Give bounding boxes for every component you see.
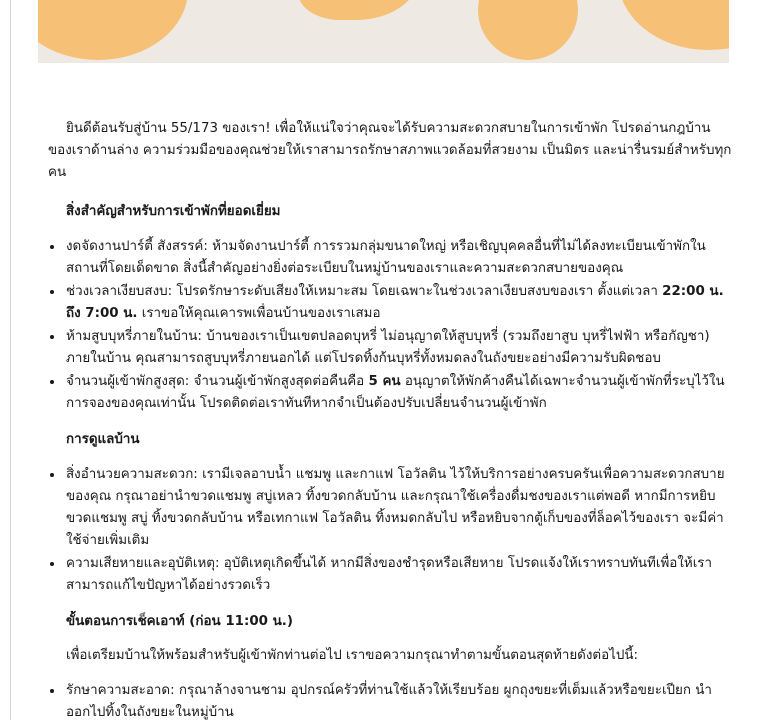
list-item-text: เราขอให้คุณเคารพเพื่อนบ้านของเราเสมอ xyxy=(137,306,381,321)
header-banner xyxy=(38,0,729,63)
list-item-text: อนุญาตให้พักค้างคืนได้เฉพาะจำนวนผู้เข้าพักที่ระบุไว้ในการจองของคุณเท่านั้น โปรดติดต่อเราทันทีหากจำเป็นต้องปรับเปลี่ยนจำนวนผู้เข้าพัก xyxy=(66,374,725,411)
decorative-blob xyxy=(38,0,188,60)
checkout-intro: เพื่อเตรียมบ้านให้พร้อมสำหรับผู้เข้าพักท่านต่อไป เราขอความกรุณาทำตามขั้นตอนสุดท้ายดังต่อไปนี้: xyxy=(66,648,639,663)
list-item: • งดจัดงานปาร์ตี้ สังสรรค์: ห้ามจัดงานปาร์ตี้ การรวมกลุ่มขนาดใหญ่ หรือเชิญบุคคลอื่นที่ไม่ได้ลงทะเบียนเข้าพักในสถานที่โดยเด็ดขาด สิ่งนี้สำคัญอย่างยิ่งต่อระเบียบในหมู่บ้านของเราและความสะดวกสบายของคุณ xyxy=(64,235,734,280)
housekeeping-list xyxy=(48,463,734,597)
quiet-hours-bold: 22:00 น. ถึง 7:00 น. xyxy=(66,284,724,321)
list-item: • สิ่งอำนวยความสะดวก: เรามีเจลอาบน้ำ แชมพู และกาแฟ โอวัลติน ไว้ให้บริการอย่างครบครันเพื่อความสะดวกสบายของคุณ กรุณาอย่านำขวดแชมพู สบู่เหลว ทิ้งขวดกลับบ้าน และกรุณาใช้เครื่องดื่มชงของเราแต่พอดี หากมีการหยิบขวดแชมพู สบู่ ทิ้งขวดกลับบ้าน หรือเทกาแฟ โอวัลติน ทิ้งหมดกลับไป หรือหยิบจากตู้เก็บของที่ล็อคไว้ของเรา จะมีค่าใช้จ่ายเพิ่มเติม xyxy=(64,463,734,552)
section-heading-checkout: ขั้นตอนการเช็คเอาท์ (ก่อน 11:00 น.) xyxy=(66,614,293,629)
intro-paragraph: ยินดีต้อนรับสู่บ้าน 55/173 ของเรา! เพื่อให้แน่ใจว่าคุณจะได้รับความสะดวกสบายในการเข้าพัก โปรดอ่านกฎบ้านของเราด้านล่าง ความร่วมมือของคุณช่วยให้เราสามารถรักษาสภาพแวดล้อมที่สวยงาม เป็นมิตร และน่ารื่นรมย์สำหรับทุกคน xyxy=(48,121,732,180)
list-item xyxy=(64,280,734,325)
essentials-list xyxy=(48,235,734,415)
page-edge xyxy=(10,0,11,720)
list-item-text: ช่วงเวลาเงียบสงบ: โปรดรักษาระดับเสียงให้เหมาะสม โดยเฉพาะในช่วงเวลาเงียบสงบของเรา ตั้งแต่เวลา xyxy=(66,284,663,299)
list-item xyxy=(64,370,734,415)
house-rules-document xyxy=(48,118,734,724)
decorative-blob xyxy=(478,0,578,60)
decorative-blob xyxy=(298,0,418,20)
list-item-text: จำนวนผู้เข้าพักสูงสุด: จำนวนผู้เข้าพักสูงสุดต่อคืนคือ xyxy=(66,374,369,389)
list-item: • รักษาความสะอาด: กรุณาล้างจานชาม อุปกรณ์ครัวที่ท่านใช้แล้วให้เรียบร้อย ผูกถุงขยะที่เต็มแล้วหรือขยะเปียก นำออกไปทิ้งในถังขยะในหมู่บ้าน xyxy=(64,679,734,724)
checkout-list xyxy=(48,679,734,724)
list-item: • ความเสียหายและอุบัติเหตุ: อุบัติเหตุเกิดขึ้นได้ หากมีสิ่งของชำรุดหรือเสียหาย โปรดแจ้งให้เราทราบทันทีเพื่อให้เราสามารถแก้ไขปัญหาได้อย่างรวดเร็ว xyxy=(64,552,734,597)
section-heading-housekeeping: การดูแลบ้าน xyxy=(66,432,140,447)
max-guests-bold: 5 คน xyxy=(368,374,401,389)
list-item: • ห้ามสูบบุหรี่ภายในบ้าน: บ้านของเราเป็นเขตปลอดบุหรี่ ไม่อนุญาตให้สูบบุหรี่ (รวมถึงยาสูบ บุหรี่ไฟฟ้า หรือกัญชา) ภายในบ้าน คุณสามารถสูบบุหรี่ภายนอกได้ แต่โปรดทิ้งก้นบุหรี่ทั้งหมดลงในถังขยะอย่างมีความรับผิดชอบ xyxy=(64,325,734,370)
section-heading-essentials: สิ่งสำคัญสำหรับการเข้าพักที่ยอดเยี่ยม xyxy=(66,204,281,219)
decorative-blob xyxy=(618,0,729,50)
